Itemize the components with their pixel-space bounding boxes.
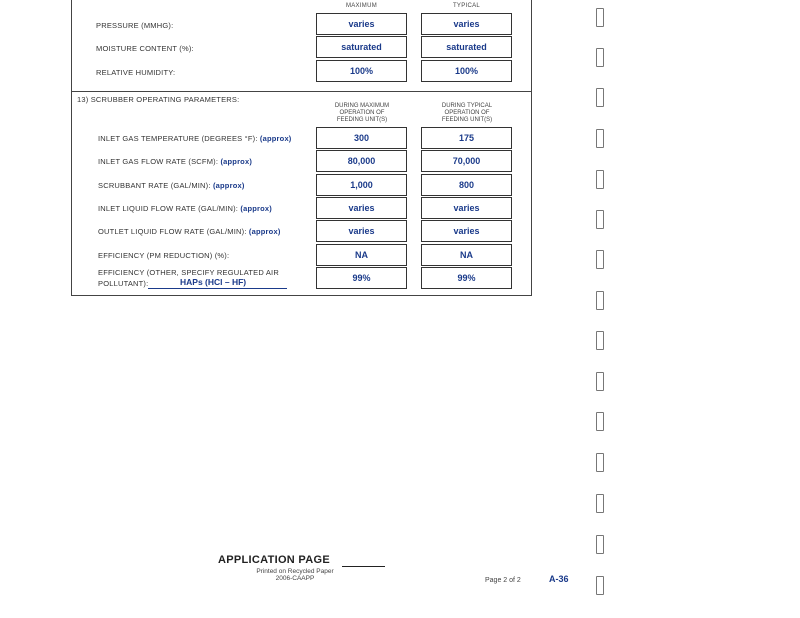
- pressure-max-cell: varies: [316, 13, 407, 35]
- recycled-paper-note: Printed on Recycled Paper 2006-CAAPP: [256, 568, 334, 582]
- row-label-humidity: RELATIVE HUMIDITY:: [96, 68, 176, 77]
- outlet-liquid-flow-max-cell: varies: [316, 220, 407, 242]
- binder-ring-icon: [596, 412, 604, 431]
- binder-ring-icon: [596, 331, 604, 350]
- inlet-gas-temp-typ-cell: 175: [421, 127, 512, 149]
- inlet-gas-temp-max-cell: 300: [316, 127, 407, 149]
- approx-tag: (approx): [259, 134, 292, 143]
- col-header-during-max: DURING MAXIMUM OPERATION OF FEEDING UNIT(S): [334, 103, 390, 123]
- row-label-pressure: PRESSURE (MMHG):: [96, 21, 174, 30]
- inlet-gas-flow-max-cell: 80,000: [316, 150, 407, 172]
- scrubbant-rate-max-cell: 1,000: [316, 174, 407, 196]
- pressure-typ-cell: varies: [421, 13, 512, 35]
- binder-ring-icon: [596, 535, 604, 554]
- row-label-outlet-liquid-flow: OUTLET LIQUID FLOW RATE (GAL/MIN): (approx): [98, 227, 281, 236]
- binder-ring-icon: [596, 48, 604, 67]
- binder-ring-icon: [596, 210, 604, 229]
- moisture-max-cell: saturated: [316, 36, 407, 58]
- approx-tag: (approx): [248, 227, 281, 236]
- binder-ring-icon: [596, 494, 604, 513]
- attachment-number: A-36: [549, 574, 569, 584]
- row-label-inlet-gas-temp: INLET GAS TEMPERATURE (DEGREES °F): (approx): [98, 134, 292, 143]
- humidity-max-cell: 100%: [316, 60, 407, 82]
- row-label-efficiency-other-line2: POLLUTANT):: [98, 279, 149, 288]
- humidity-typ-cell: 100%: [421, 60, 512, 82]
- inlet-liquid-flow-typ-cell: varies: [421, 197, 512, 219]
- binder-ring-icon: [596, 372, 604, 391]
- moisture-typ-cell: saturated: [421, 36, 512, 58]
- efficiency-other-typ-cell: 99%: [421, 267, 512, 289]
- approx-tag: (approx): [220, 157, 253, 166]
- col-header-during-typ: DURING TYPICAL OPERATION OF FEEDING UNIT(S): [441, 103, 493, 123]
- efficiency-pm-max-cell: NA: [316, 244, 407, 266]
- binder-ring-icon: [596, 576, 604, 595]
- scrubbant-rate-typ-cell: 800: [421, 174, 512, 196]
- approx-tag: (approx): [212, 181, 245, 190]
- inlet-gas-flow-typ-cell: 70,000: [421, 150, 512, 172]
- col-header-typical: TYPICAL: [452, 3, 481, 9]
- binder-ring-icon: [596, 291, 604, 310]
- approx-tag: (approx): [240, 204, 272, 213]
- row-label-inlet-gas-flow: INLET GAS FLOW RATE (SCFM): (approx): [98, 157, 253, 166]
- page-number: Page 2 of 2: [485, 577, 521, 584]
- application-page-blank: [342, 566, 385, 567]
- section-title-scrubber: 13) SCRUBBER OPERATING PARAMETERS:: [77, 95, 240, 104]
- row-label-scrubbant-rate: SCRUBBANT RATE (GAL/MIN): (approx): [98, 181, 245, 190]
- binder-ring-icon: [596, 88, 604, 107]
- binder-ring-icon: [596, 8, 604, 27]
- col-header-maximum: MAXIMUM: [345, 3, 378, 9]
- binder-ring-icon: [596, 453, 604, 472]
- row-label-inlet-liquid-flow: INLET LIQUID FLOW RATE (GAL/MIN): (approx): [98, 204, 272, 213]
- pollutant-value: HAPs (HCl – HF): [180, 277, 247, 287]
- outlet-liquid-flow-typ-cell: varies: [421, 220, 512, 242]
- application-page-label: APPLICATION PAGE: [218, 554, 330, 566]
- binder-ring-icon: [596, 129, 604, 148]
- efficiency-pm-typ-cell: NA: [421, 244, 512, 266]
- pollutant-underline: [148, 288, 287, 289]
- inlet-liquid-flow-max-cell: varies: [316, 197, 407, 219]
- row-label-moisture: MOISTURE CONTENT (%):: [96, 44, 194, 53]
- efficiency-other-max-cell: 99%: [316, 267, 407, 289]
- row-label-efficiency-other: EFFICIENCY (OTHER, SPECIFY REGULATED AIR: [98, 268, 279, 277]
- binder-ring-icon: [596, 170, 604, 189]
- binder-ring-icon: [596, 250, 604, 269]
- row-label-efficiency-pm: EFFICIENCY (PM REDUCTION) (%):: [98, 251, 230, 260]
